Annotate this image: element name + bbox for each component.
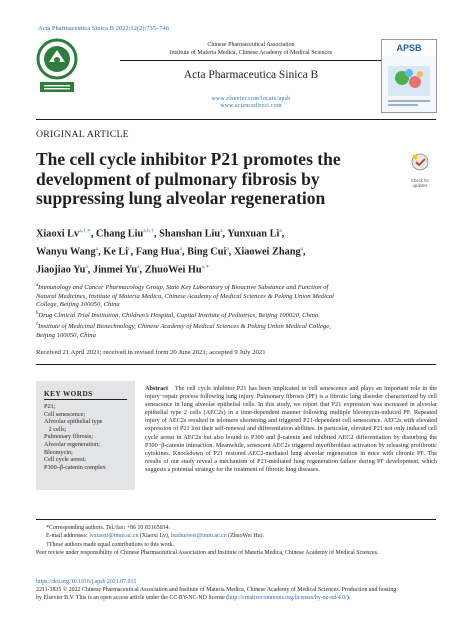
footnote-divider xyxy=(36,519,436,520)
keyword-item: Pulmonary fibrosis; xyxy=(44,433,93,441)
abstract-text: The cell cycle inhibitor P21 has been implicated in cell senescence and plays an important role in the injury−repair process following lung injury. Pulmonary fibrosis (PF) is a fibrotic lung disorder characterized by cell senescence in lung alveolar epithelial cells. In this study, we report that P21 expression was increased in alveolar epithelial type 2 cells (AEC2s) in a time-dependent manner following multiple bleomycin-induced PF. Repeated injury of AEC2s resulted in telomere shortening and triggered P21-dependent cell senescence. AEC2s with elevated expression of P21 lost their self-renewal and differentiation abilities. In particular, elevated P21 not only induced cell cycle arrest in AEC2s but also bound to P300 and β-catenin and inhibited AEC2 differentiation by disturbing the P300−β-catenin interaction. Meanwhile, senescent AEC2s triggered myofibroblast activation by releasing profibrotic cytokines. Knockdown of P21 restored AEC2-mediated lung alveolar regeneration in mice with chronic PF. The results of our study reveal a mechanism of P21-mediated lung regeneration failure during PF development, which suggests a potential strategy for the treatment of fibrotic lung diseases. xyxy=(145,385,437,473)
author-affiliation-sup: c xyxy=(128,245,131,252)
email-link-1[interactable]: lvxiaoxi@imm.ac.cn xyxy=(89,533,139,540)
journal-cover-thumbnail[interactable] xyxy=(381,39,437,113)
footnotes xyxy=(36,524,446,557)
author-name[interactable]: Yunxuan Li xyxy=(227,228,280,240)
author-name[interactable]: Jiaojiao Yu xyxy=(36,264,86,276)
received-dates: Received 21 April 2021; received in revised form 20 June 2021; accepted 9 July 2021 xyxy=(36,349,266,356)
affiliation-marker: a xyxy=(36,283,39,288)
author-line-3 xyxy=(36,260,426,278)
affiliation-marker: b xyxy=(36,310,39,316)
copyright-text: by Elsevier B.V. This is an open access article under the CC BY-NC-ND license ( xyxy=(36,595,229,602)
author-separator: , xyxy=(130,246,136,258)
keyword-item: Alveolar regeneration; xyxy=(44,440,100,448)
author-affiliation-sup: a,b,† xyxy=(143,228,154,234)
abstract-label: Abstract xyxy=(145,385,169,392)
keyword-item: P300–β-catenin complex xyxy=(44,463,106,471)
author-name[interactable]: ZhuoWei Hu xyxy=(144,264,202,276)
title-line-1: The cell cycle inhibitor P21 promotes the xyxy=(36,149,341,169)
author-affiliation-sup: a xyxy=(137,263,140,270)
keywords-list xyxy=(44,403,132,471)
author-affiliation-sup: a,∗ xyxy=(201,263,210,270)
keyword-item: 2 cells; xyxy=(44,425,67,433)
author-separator: , xyxy=(181,246,188,258)
email-owner: (Xiaoxi Lv), xyxy=(138,533,171,540)
author-affiliation-sup: a xyxy=(300,245,304,252)
header-heavy-rule xyxy=(36,119,436,120)
author-affiliation-sup: a,†,∗ xyxy=(79,228,91,234)
author-separator: , xyxy=(98,246,104,258)
title-line-3: suppressing lung alveolar regeneration xyxy=(36,188,326,208)
author-name[interactable]: Fang Hua xyxy=(135,246,180,258)
keyword-item: Alveolar epithelial type xyxy=(44,418,103,426)
peer-review-note: Peer review under responsibility of Chinese Pharmaceutical Association and Institute of Materia Medica, Chinese Academy of Medical Sciences. xyxy=(36,549,379,556)
header-divider xyxy=(120,60,382,61)
affiliation-line: Immunology and Cancer Pharmacology Group, State Key Laboratory of Bioactive Substance and Function of xyxy=(38,284,329,292)
corresponding-note: *Corresponding authors. Tel./fax: +86 10 83165034. xyxy=(46,525,170,531)
journal-citation[interactable]: Acta Pharmaceutica Sinica B 2022;12(2):735–746 xyxy=(38,25,170,32)
author-name[interactable]: Chang Liu xyxy=(96,228,144,240)
author-separator: , xyxy=(87,264,93,276)
author-separator: , xyxy=(139,264,145,276)
journal-urls xyxy=(120,96,382,110)
author-affiliation-sup: a xyxy=(95,245,99,252)
check-updates-label: Check for updates xyxy=(411,178,429,188)
author-name[interactable]: Xiaoxi Lv xyxy=(36,228,80,240)
author-name[interactable]: Wanyu Wang xyxy=(36,246,96,258)
author-name[interactable]: Jinmei Yu xyxy=(92,264,138,276)
affiliation-b xyxy=(36,310,436,321)
keyword-item: P21; xyxy=(44,403,56,410)
affiliation-c xyxy=(36,321,436,340)
doi-copyright xyxy=(36,578,446,602)
author-affiliation-sup: a xyxy=(85,263,88,270)
copyright-line-2 xyxy=(36,594,446,602)
author-name[interactable]: Bing Cui xyxy=(187,246,227,258)
author-separator: , xyxy=(153,228,160,240)
publisher-line-1: Chinese Pharmaceutical Association xyxy=(207,42,295,48)
copyright-line-1: 2211-3835 © 2022 Chinese Pharmaceutical Association and Institute of Materia Medica, Chinese Academy of Medical Sciences. Production and hosting xyxy=(36,587,397,594)
author-list xyxy=(36,224,426,278)
copyright-text: ). xyxy=(346,595,351,602)
keyword-item: Cell senescence; xyxy=(44,410,86,418)
publisher-line-2: Institute of Materia Medica, Chinese Academy of Medical Sciences xyxy=(169,50,333,56)
affiliation-line: Beijing 100050, China xyxy=(36,331,96,339)
author-line-1 xyxy=(36,224,426,242)
license-link[interactable]: http://creativecommons.org/licenses/by-nc-nd/4.0/ xyxy=(228,595,347,602)
keyword-item: Bleomycin; xyxy=(44,448,73,456)
affiliation-line: Institute of Medicinal Biotechnology, Chinese Academy of Medical Sciences & Peking Union Medical College, xyxy=(38,322,331,330)
author-affiliation-sup: a xyxy=(220,228,223,234)
check-for-updates-button[interactable] xyxy=(404,153,436,188)
check-updates-icon xyxy=(404,153,436,173)
email-prefix: E-mail addresses: xyxy=(46,533,90,540)
equal-contribution-note: †These authors made equal contributions to this work. xyxy=(46,541,174,548)
affiliation-a xyxy=(36,282,436,310)
keyword-item: Cell cycle arrest; xyxy=(44,456,86,464)
author-name[interactable]: Ke Li xyxy=(103,246,129,258)
article-title xyxy=(36,150,376,209)
doi-link[interactable]: https://doi.org/10.1016/j.apsb.2021.07.015 xyxy=(36,579,137,585)
sciencedirect-link[interactable]: www.sciencedirect.com xyxy=(220,103,282,109)
publisher-header xyxy=(120,41,382,57)
affiliations xyxy=(36,282,436,340)
author-affiliation-sup: a xyxy=(226,245,229,252)
author-separator: , xyxy=(281,228,285,240)
author-separator: , xyxy=(222,228,228,240)
affiliation-line: College, Beijing 100050, China xyxy=(36,301,120,309)
cover-label: APSB xyxy=(396,43,422,53)
affiliation-line: Natural Medicines, Institute of Materia Medica, Chinese Academy of Medical Sciences & Peking Union Medical xyxy=(36,292,334,300)
article-type: ORIGINAL ARTICLE xyxy=(36,129,129,140)
author-separator: , xyxy=(90,228,97,240)
author-separator: , xyxy=(228,246,234,258)
email-owner: (ZhuoWei Hu). xyxy=(226,533,264,540)
title-line-2: development of pulmonary fibrosis by xyxy=(36,168,320,189)
author-name[interactable]: Xiaowei Zhang xyxy=(233,246,301,258)
email-link-2[interactable]: huzhuowei@imm.ac.cn xyxy=(170,533,227,540)
keywords-heading: KEY WORDS xyxy=(44,390,93,398)
section-divider xyxy=(36,364,436,365)
abstract xyxy=(145,385,437,474)
author-line-2 xyxy=(36,242,426,260)
author-affiliation-sup: a xyxy=(279,228,282,234)
journal-title: Acta Pharmaceutica Sinica B xyxy=(183,69,319,81)
affiliation-line: Drug Clinical Trial Institution, Children’s Hospital, Capital Institute of Pediatrics, Beijing 100020, China xyxy=(38,312,319,320)
author-separator: , xyxy=(303,246,306,258)
elsevier-link[interactable]: www.elsevier.com/locate/apsb xyxy=(211,96,291,102)
author-affiliation-sup: a xyxy=(179,245,182,252)
keywords-divider xyxy=(44,399,127,400)
author-name[interactable]: Shanshan Liu xyxy=(159,228,221,240)
association-logo xyxy=(36,38,78,96)
affiliation-marker: c xyxy=(36,321,39,327)
email-note xyxy=(36,532,446,540)
